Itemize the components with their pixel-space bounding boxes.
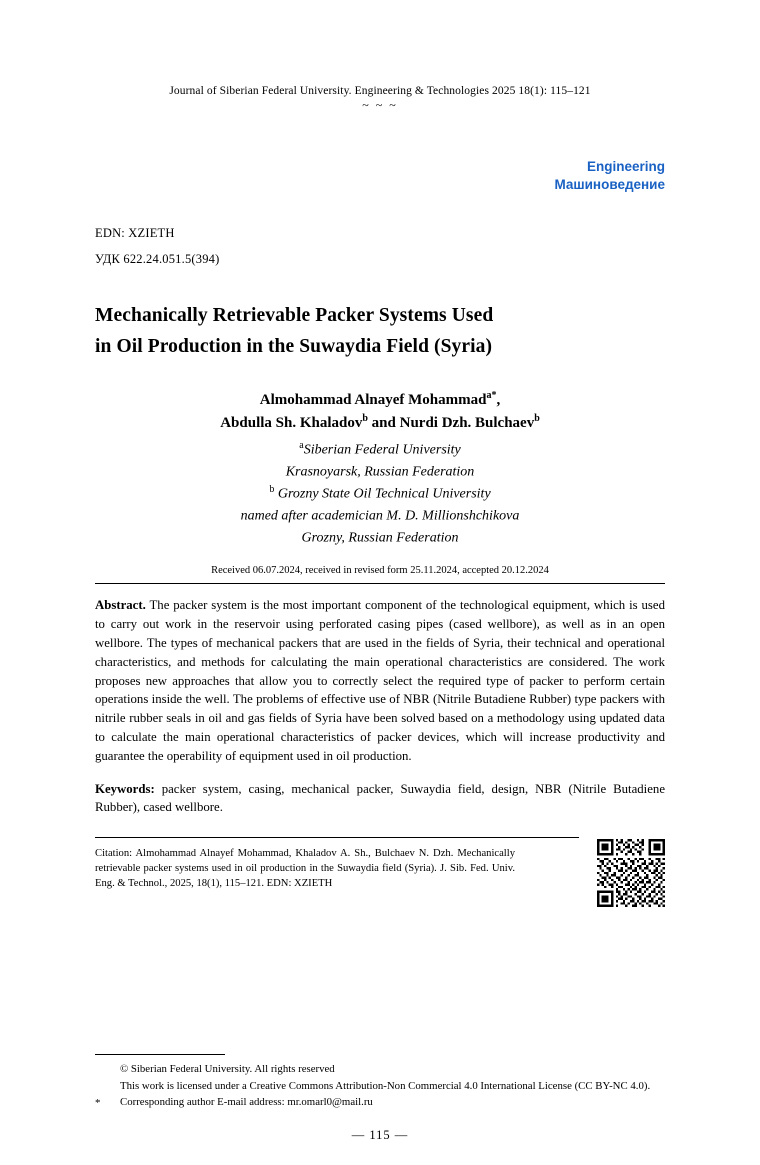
footnote-marker: * — [95, 1096, 101, 1109]
section-label — [95, 158, 665, 194]
affiliation-marker: a — [299, 439, 304, 451]
author-affil-marker-2: b — [362, 413, 368, 425]
affiliation-text: Grozny, Russian Federation — [301, 530, 459, 546]
affiliation-list — [95, 439, 665, 549]
page-title — [95, 301, 665, 361]
corresponding-author-text: Corresponding author E-mail address: mr.omarl0@mail.ru — [120, 1095, 373, 1108]
affiliation-item — [95, 483, 665, 505]
author-line-1-tail: , — [496, 391, 501, 408]
affiliation-text: Siberian Federal University — [303, 442, 461, 458]
page-number: — 115 — — [351, 1128, 409, 1142]
footer-divider — [95, 1054, 225, 1055]
affiliation-item — [95, 505, 665, 527]
author-name-1: Almohammad Alnayef Mohammad — [259, 391, 487, 408]
tilde-divider: ~ ~ ~ — [362, 98, 398, 112]
author-name-3: Nurdi Dzh. Bulchaev — [399, 415, 535, 432]
keywords-label: Keywords: — [95, 781, 155, 796]
author-affil-marker-3: b — [534, 413, 540, 425]
page-footer — [95, 1054, 665, 1110]
license-line — [95, 1078, 665, 1094]
citation-wrapper — [95, 837, 579, 891]
citation-block — [95, 837, 665, 907]
keywords-text: packer system, casing, mechanical packer, Suwaydia field, design, NBR (Nitrile Butadiene Rubber), cased wellbore. — [95, 781, 665, 815]
qr-code-icon — [597, 839, 665, 907]
udc-code: УДК 622.24.051.5(394) — [95, 252, 220, 267]
affiliation-text: Grozny State Oil Technical University — [274, 486, 491, 502]
divider-above-abstract — [95, 583, 665, 584]
abstract-text: The packer system is the most important component of the technological equipment, which is used to carry out work in the reservoir using perforated casing pipes (cased wellbore), as well as in an open wellbore. The types of mechanical packers that are used in the fields of Syria, their technical and operational characteristics, and methods for calculating the main operational characteristics are considered. The work proposes new approaches that allow you to correctly select the required type of packer to perform certain operations inside the well. The problems of effective use of NBR (Nitrile Butadiene Rubber) type packers with nitrile rubber seals in oil and gas fields of Syria have been solved based on a methodology using updated data to calculate the main operational characteristics of packer devices, which will increase productivity and guarantee the operability of equipment used in oil production. — [95, 598, 665, 763]
corresponding-author-line — [95, 1094, 665, 1110]
copyright-text: © Siberian Federal University. All rights reserved — [120, 1063, 335, 1076]
affiliation-marker: b — [269, 483, 275, 495]
abstract-paragraph — [95, 596, 665, 765]
author-name-2: Abdulla Sh. Khaladov — [220, 415, 363, 432]
article-page — [0, 85, 760, 1165]
license-text: This work is licensed under a Creative Commons Attribution-Non Commercial 4.0 International License (CC BY-NC 4.0). — [120, 1079, 651, 1092]
author-list — [95, 388, 665, 435]
affiliation-text: named after academician M. D. Millionshchikova — [240, 508, 520, 524]
author-affil-marker-1: a* — [486, 389, 497, 401]
title-line-2: in Oil Production in the Suwaydia Field (Syria) — [95, 335, 493, 357]
author-line-1 — [95, 388, 665, 412]
title-line-1: Mechanically Retrievable Packer Systems Used — [95, 305, 494, 327]
divider-above-citation — [95, 837, 579, 838]
affiliation-item — [95, 527, 665, 549]
abstract-label: Abstract. — [95, 598, 146, 613]
copyright-line — [95, 1061, 665, 1077]
running-head: Journal of Siberian Federal University. Engineering & Technologies 2025 18(1): 115–121 — [169, 85, 591, 97]
affiliation-text: Krasnoyarsk, Russian Federation — [285, 464, 475, 480]
affiliation-item — [95, 439, 665, 461]
keywords-paragraph — [95, 780, 665, 818]
author-line-2 — [95, 411, 665, 435]
section-label-ru: Машиноведение — [554, 177, 665, 193]
submission-dates: Received 06.07.2024, received in revised form 25.11.2024, accepted 20.12.2024 — [211, 564, 549, 576]
affiliation-item — [95, 461, 665, 483]
author-conjunction: and — [367, 415, 400, 432]
citation-text: Citation: Almohammad Alnayef Mohammad, Khaladov A. Sh., Bulchaev N. Dzh. Mechanically retrievable packer systems used in oil production in the Suwaydia field (Syria). J. Sib. Fed. Univ. Eng. & Technol., 2025, 18(1), 115–121. EDN: XZIETH — [95, 848, 515, 890]
edn-code: EDN: XZIETH — [95, 226, 175, 241]
section-label-en: Engineering — [586, 159, 665, 174]
